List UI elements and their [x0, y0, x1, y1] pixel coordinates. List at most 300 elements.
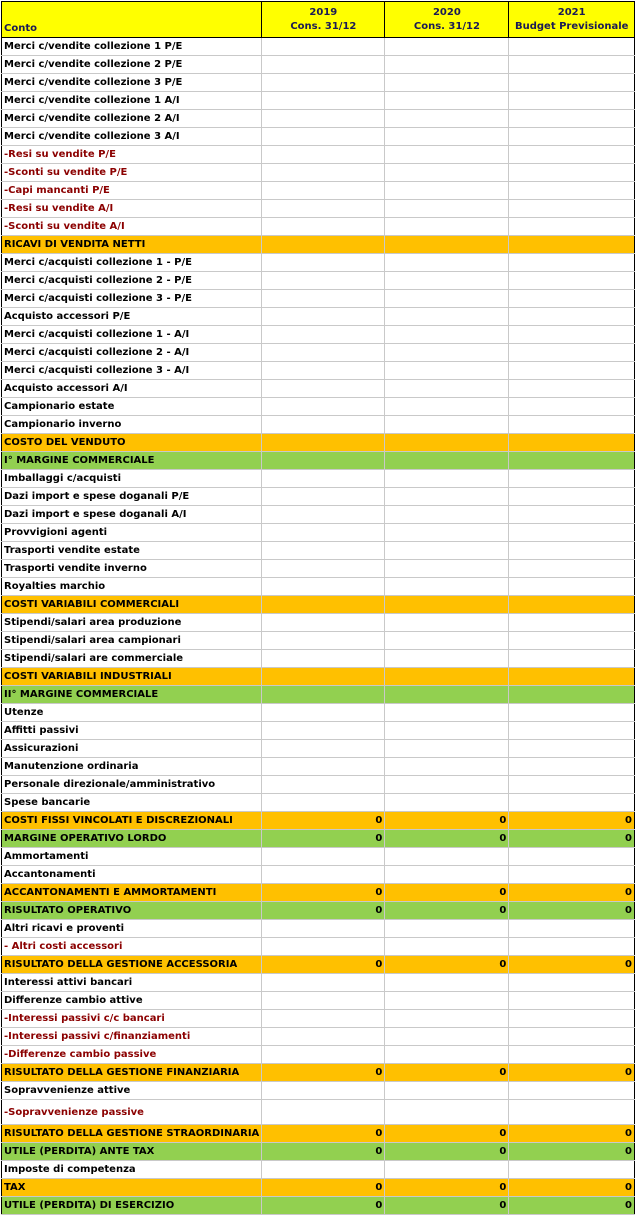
value-cell-2019[interactable]	[262, 920, 385, 938]
account-row	[2, 578, 635, 596]
header-conto[interactable]: Conto	[2, 2, 262, 38]
value-cell-2019[interactable]: 0	[262, 1143, 385, 1161]
account-label[interactable]: Personale direzionale/amministrativo	[2, 776, 262, 794]
value-cell-2020[interactable]	[385, 38, 509, 56]
value-cell-2021[interactable]	[509, 596, 635, 614]
account-label[interactable]: Dazi import e spese doganali A/I	[2, 506, 262, 524]
account-label[interactable]: ACCANTONAMENTI E AMMORTAMENTI	[2, 884, 262, 902]
account-row	[2, 848, 635, 866]
value-cell-2021[interactable]	[509, 758, 635, 776]
value-cell-2021[interactable]	[509, 794, 635, 812]
value-cell-2021[interactable]	[509, 290, 635, 308]
value-cell-2021[interactable]	[509, 506, 635, 524]
value-cell-2020[interactable]	[385, 992, 509, 1010]
value-cell-2019[interactable]	[262, 146, 385, 164]
account-label[interactable]: Utenze	[2, 704, 262, 722]
account-label[interactable]: -Sconti su vendite P/E	[2, 164, 262, 182]
value-cell-2020[interactable]	[385, 614, 509, 632]
value-cell-2020[interactable]	[385, 362, 509, 380]
account-row	[2, 128, 635, 146]
value-cell-2021[interactable]	[509, 434, 635, 452]
value-cell-2020[interactable]	[385, 722, 509, 740]
account-row	[2, 164, 635, 182]
value-cell-2021[interactable]: 0	[509, 1179, 635, 1197]
value-cell-2021[interactable]	[509, 164, 635, 182]
value-cell-2019[interactable]	[262, 1046, 385, 1064]
value-cell-2020[interactable]: 0	[385, 1143, 509, 1161]
value-cell-2019[interactable]	[262, 416, 385, 434]
value-cell-2021[interactable]	[509, 524, 635, 542]
value-cell-2020[interactable]: 0	[385, 812, 509, 830]
value-cell-2020[interactable]	[385, 578, 509, 596]
value-cell-2020[interactable]	[385, 452, 509, 470]
account-label[interactable]: -Interessi passivi c/finanziamenti	[2, 1028, 262, 1046]
value-cell-2021[interactable]	[509, 1161, 635, 1179]
value-cell-2019[interactable]	[262, 1028, 385, 1046]
account-row	[2, 110, 635, 128]
value-cell-2019[interactable]	[262, 434, 385, 452]
account-label[interactable]: Merci c/vendite collezione 1 P/E	[2, 38, 262, 56]
account-row	[2, 1100, 635, 1125]
value-cell-2019[interactable]	[262, 668, 385, 686]
value-cell-2019[interactable]	[262, 506, 385, 524]
value-cell-2020[interactable]	[385, 308, 509, 326]
value-cell-2020[interactable]	[385, 938, 509, 956]
value-cell-2020[interactable]	[385, 794, 509, 812]
account-label[interactable]: -Sconti su vendite A/I	[2, 218, 262, 236]
value-cell-2021[interactable]	[509, 146, 635, 164]
value-cell-2021[interactable]	[509, 1100, 635, 1125]
value-cell-2019[interactable]	[262, 290, 385, 308]
header-year: 2019	[309, 6, 338, 18]
value-cell-2020[interactable]	[385, 200, 509, 218]
value-cell-2019[interactable]: 0	[262, 1125, 385, 1143]
subtotal-row	[2, 956, 635, 974]
value-cell-2020[interactable]	[385, 272, 509, 290]
value-cell-2020[interactable]	[385, 776, 509, 794]
value-cell-2020[interactable]	[385, 398, 509, 416]
value-cell-2021[interactable]	[509, 704, 635, 722]
value-cell-2021[interactable]	[509, 578, 635, 596]
value-cell-2020[interactable]: 0	[385, 1197, 509, 1215]
account-label[interactable]: Manutenzione ordinaria	[2, 758, 262, 776]
header-sub: Cons. 31/12	[290, 20, 357, 32]
value-cell-2019[interactable]: 0	[262, 884, 385, 902]
value-cell-2020[interactable]	[385, 470, 509, 488]
account-label[interactable]: II° MARGINE COMMERCIALE	[2, 686, 262, 704]
value-cell-2019[interactable]	[262, 722, 385, 740]
account-label[interactable]: RISULTATO DELLA GESTIONE FINANZIARIA	[2, 1064, 262, 1082]
value-cell-2021[interactable]	[509, 974, 635, 992]
account-label[interactable]: Merci c/acquisti collezione 2 - P/E	[2, 272, 262, 290]
value-cell-2021[interactable]	[509, 1082, 635, 1100]
value-cell-2020[interactable]	[385, 110, 509, 128]
value-cell-2020[interactable]: 0	[385, 1064, 509, 1082]
value-cell-2021[interactable]	[509, 740, 635, 758]
value-cell-2021[interactable]	[509, 938, 635, 956]
account-label[interactable]: Merci c/acquisti collezione 1 - P/E	[2, 254, 262, 272]
value-cell-2019[interactable]: 0	[262, 956, 385, 974]
value-cell-2020[interactable]: 0	[385, 902, 509, 920]
value-cell-2021[interactable]: 0	[509, 902, 635, 920]
value-cell-2020[interactable]	[385, 380, 509, 398]
value-cell-2019[interactable]	[262, 686, 385, 704]
account-label[interactable]: Ammortamenti	[2, 848, 262, 866]
value-cell-2020[interactable]	[385, 92, 509, 110]
value-cell-2021[interactable]	[509, 1046, 635, 1064]
value-cell-2021[interactable]	[509, 686, 635, 704]
account-row	[2, 182, 635, 200]
value-cell-2019[interactable]	[262, 1010, 385, 1028]
value-cell-2020[interactable]	[385, 758, 509, 776]
account-row	[2, 38, 635, 56]
value-cell-2021[interactable]	[509, 398, 635, 416]
value-cell-2019[interactable]	[262, 398, 385, 416]
value-cell-2020[interactable]	[385, 416, 509, 434]
value-cell-2019[interactable]	[262, 488, 385, 506]
value-cell-2020[interactable]: 0	[385, 1125, 509, 1143]
value-cell-2019[interactable]: 0	[262, 812, 385, 830]
value-cell-2020[interactable]	[385, 1010, 509, 1028]
value-cell-2020[interactable]: 0	[385, 884, 509, 902]
value-cell-2020[interactable]: 0	[385, 830, 509, 848]
account-label[interactable]: Imballaggi c/acquisti	[2, 470, 262, 488]
account-label[interactable]: Sopravvenienze attive	[2, 1082, 262, 1100]
value-cell-2020[interactable]	[385, 56, 509, 74]
account-row	[2, 344, 635, 362]
account-label[interactable]: COSTO DEL VENDUTO	[2, 434, 262, 452]
value-cell-2021[interactable]	[509, 56, 635, 74]
value-cell-2019[interactable]	[262, 218, 385, 236]
value-cell-2020[interactable]	[385, 1082, 509, 1100]
value-cell-2019[interactable]: 0	[262, 1179, 385, 1197]
value-cell-2019[interactable]	[262, 200, 385, 218]
value-cell-2021[interactable]	[509, 92, 635, 110]
account-label[interactable]: -Sopravvenienze passive	[2, 1100, 262, 1125]
value-cell-2019[interactable]	[262, 974, 385, 992]
account-label[interactable]: Assicurazioni	[2, 740, 262, 758]
value-cell-2020[interactable]	[385, 848, 509, 866]
account-label[interactable]: RISULTATO DELLA GESTIONE ACCESSORIA	[2, 956, 262, 974]
value-cell-2020[interactable]	[385, 1161, 509, 1179]
account-label[interactable]: UTILE (PERDITA) ANTE TAX	[2, 1143, 262, 1161]
value-cell-2021[interactable]	[509, 650, 635, 668]
value-cell-2019[interactable]: 0	[262, 902, 385, 920]
value-cell-2020[interactable]	[385, 434, 509, 452]
header-year: 2021	[557, 6, 586, 18]
value-cell-2019[interactable]	[262, 164, 385, 182]
value-cell-2020[interactable]	[385, 704, 509, 722]
account-row	[2, 758, 635, 776]
value-cell-2019[interactable]	[262, 758, 385, 776]
value-cell-2021[interactable]	[509, 344, 635, 362]
value-cell-2021[interactable]	[509, 776, 635, 794]
account-label[interactable]: MARGINE OPERATIVO LORDO	[2, 830, 262, 848]
value-cell-2019[interactable]	[262, 326, 385, 344]
value-cell-2020[interactable]	[385, 974, 509, 992]
value-cell-2019[interactable]	[262, 380, 385, 398]
value-cell-2021[interactable]	[509, 542, 635, 560]
value-cell-2020[interactable]	[385, 218, 509, 236]
value-cell-2021[interactable]	[509, 218, 635, 236]
value-cell-2019[interactable]	[262, 182, 385, 200]
value-cell-2021[interactable]	[509, 200, 635, 218]
account-label[interactable]: Merci c/acquisti collezione 3 - A/I	[2, 362, 262, 380]
account-label[interactable]: Campionario inverno	[2, 416, 262, 434]
value-cell-2019[interactable]	[262, 128, 385, 146]
value-cell-2019[interactable]	[262, 272, 385, 290]
account-row	[2, 794, 635, 812]
account-label[interactable]: Trasporti vendite estate	[2, 542, 262, 560]
account-row	[2, 1010, 635, 1028]
value-cell-2019[interactable]	[262, 56, 385, 74]
value-cell-2021[interactable]	[509, 488, 635, 506]
value-cell-2019[interactable]	[262, 1082, 385, 1100]
account-label[interactable]: Merci c/vendite collezione 1 A/I	[2, 92, 262, 110]
margin-row	[2, 1197, 635, 1215]
account-label[interactable]: Merci c/acquisti collezione 2 - A/I	[2, 344, 262, 362]
account-label[interactable]: Provvigioni agenti	[2, 524, 262, 542]
value-cell-2020[interactable]	[385, 920, 509, 938]
account-label[interactable]: -Resi su vendite P/E	[2, 146, 262, 164]
value-cell-2020[interactable]	[385, 128, 509, 146]
header-col-2020[interactable]	[385, 2, 509, 38]
account-label[interactable]: Merci c/acquisti collezione 1 - A/I	[2, 326, 262, 344]
value-cell-2020[interactable]	[385, 290, 509, 308]
account-label[interactable]: Interessi attivi bancari	[2, 974, 262, 992]
value-cell-2021[interactable]	[509, 668, 635, 686]
value-cell-2021[interactable]: 0	[509, 1197, 635, 1215]
account-label[interactable]: -Capi mancanti P/E	[2, 182, 262, 200]
value-cell-2020[interactable]	[385, 254, 509, 272]
value-cell-2020[interactable]	[385, 740, 509, 758]
value-cell-2019[interactable]	[262, 524, 385, 542]
header-col-2019[interactable]	[262, 2, 385, 38]
account-label[interactable]: Affitti passivi	[2, 722, 262, 740]
value-cell-2019[interactable]	[262, 344, 385, 362]
value-cell-2021[interactable]: 0	[509, 1143, 635, 1161]
value-cell-2021[interactable]: 0	[509, 884, 635, 902]
account-label[interactable]: Spese bancarie	[2, 794, 262, 812]
value-cell-2020[interactable]	[385, 1100, 509, 1125]
account-label[interactable]: Merci c/acquisti collezione 3 - P/E	[2, 290, 262, 308]
account-row	[2, 416, 635, 434]
value-cell-2020[interactable]	[385, 650, 509, 668]
account-label[interactable]: Campionario estate	[2, 398, 262, 416]
value-cell-2020[interactable]	[385, 542, 509, 560]
value-cell-2019[interactable]	[262, 308, 385, 326]
value-cell-2020[interactable]: 0	[385, 1179, 509, 1197]
value-cell-2019[interactable]	[262, 740, 385, 758]
margin-row	[2, 902, 635, 920]
account-row	[2, 722, 635, 740]
value-cell-2021[interactable]	[509, 722, 635, 740]
value-cell-2021[interactable]	[509, 416, 635, 434]
value-cell-2021[interactable]	[509, 866, 635, 884]
value-cell-2019[interactable]	[262, 632, 385, 650]
value-cell-2019[interactable]: 0	[262, 1064, 385, 1082]
value-cell-2020[interactable]	[385, 344, 509, 362]
value-cell-2020[interactable]	[385, 164, 509, 182]
value-cell-2020[interactable]	[385, 74, 509, 92]
value-cell-2019[interactable]	[262, 92, 385, 110]
account-row	[2, 272, 635, 290]
account-row	[2, 326, 635, 344]
value-cell-2021[interactable]	[509, 272, 635, 290]
value-cell-2020[interactable]	[385, 866, 509, 884]
header-sub: Cons. 31/12	[413, 20, 480, 32]
value-cell-2020[interactable]	[385, 1046, 509, 1064]
value-cell-2020[interactable]	[385, 326, 509, 344]
value-cell-2020[interactable]	[385, 632, 509, 650]
value-cell-2021[interactable]	[509, 110, 635, 128]
value-cell-2019[interactable]	[262, 470, 385, 488]
value-cell-2021[interactable]	[509, 362, 635, 380]
value-cell-2021[interactable]	[509, 128, 635, 146]
account-label[interactable]: Imposte di competenza	[2, 1161, 262, 1179]
value-cell-2020[interactable]	[385, 182, 509, 200]
account-row	[2, 74, 635, 92]
value-cell-2019[interactable]	[262, 578, 385, 596]
value-cell-2019[interactable]	[262, 776, 385, 794]
account-label[interactable]: Stipendi/salari are commerciale	[2, 650, 262, 668]
value-cell-2021[interactable]	[509, 236, 635, 254]
account-label[interactable]: Acquisto accessori A/I	[2, 380, 262, 398]
value-cell-2021[interactable]	[509, 308, 635, 326]
value-cell-2020[interactable]	[385, 146, 509, 164]
value-cell-2019[interactable]	[262, 38, 385, 56]
account-label[interactable]: UTILE (PERDITA) DI ESERCIZIO	[2, 1197, 262, 1215]
value-cell-2019[interactable]	[262, 614, 385, 632]
subtotal-row	[2, 1125, 635, 1143]
account-label[interactable]: Merci c/vendite collezione 2 P/E	[2, 56, 262, 74]
value-cell-2021[interactable]	[509, 470, 635, 488]
account-row	[2, 488, 635, 506]
value-cell-2021[interactable]	[509, 848, 635, 866]
account-row	[2, 1046, 635, 1064]
value-cell-2019[interactable]	[262, 596, 385, 614]
sheet-body	[2, 38, 635, 1215]
value-cell-2019[interactable]: 0	[262, 830, 385, 848]
value-cell-2021[interactable]: 0	[509, 1125, 635, 1143]
value-cell-2020[interactable]	[385, 524, 509, 542]
value-cell-2019[interactable]	[262, 254, 385, 272]
account-label[interactable]: TAX	[2, 1179, 262, 1197]
value-cell-2019[interactable]	[262, 704, 385, 722]
value-cell-2021[interactable]	[509, 380, 635, 398]
value-cell-2019[interactable]	[262, 938, 385, 956]
account-label[interactable]: -Differenze cambio passive	[2, 1046, 262, 1064]
header-col-2021[interactable]	[509, 2, 635, 38]
value-cell-2019[interactable]: 0	[262, 1197, 385, 1215]
value-cell-2021[interactable]	[509, 74, 635, 92]
account-label[interactable]: Merci c/vendite collezione 3 A/I	[2, 128, 262, 146]
account-row	[2, 938, 635, 956]
account-label[interactable]: RISULTATO DELLA GESTIONE STRAORDINARIA	[2, 1125, 262, 1143]
value-cell-2021[interactable]	[509, 182, 635, 200]
value-cell-2020[interactable]	[385, 668, 509, 686]
value-cell-2021[interactable]: 0	[509, 1064, 635, 1082]
account-row	[2, 254, 635, 272]
value-cell-2021[interactable]: 0	[509, 812, 635, 830]
account-label[interactable]: -Interessi passivi c/c bancari	[2, 1010, 262, 1028]
account-label[interactable]: Differenze cambio attive	[2, 992, 262, 1010]
value-cell-2019[interactable]	[262, 1100, 385, 1125]
account-label[interactable]: Merci c/vendite collezione 3 P/E	[2, 74, 262, 92]
account-row	[2, 1028, 635, 1046]
value-cell-2020[interactable]	[385, 686, 509, 704]
value-cell-2021[interactable]	[509, 254, 635, 272]
account-label[interactable]: Dazi import e spese doganali P/E	[2, 488, 262, 506]
value-cell-2019[interactable]	[262, 110, 385, 128]
value-cell-2021[interactable]	[509, 38, 635, 56]
value-cell-2020[interactable]	[385, 560, 509, 578]
account-row	[2, 146, 635, 164]
value-cell-2020[interactable]	[385, 488, 509, 506]
value-cell-2021[interactable]	[509, 632, 635, 650]
value-cell-2021[interactable]	[509, 1010, 635, 1028]
value-cell-2019[interactable]	[262, 236, 385, 254]
value-cell-2019[interactable]	[262, 992, 385, 1010]
account-label[interactable]: - Altri costi accessori	[2, 938, 262, 956]
value-cell-2021[interactable]	[509, 326, 635, 344]
value-cell-2019[interactable]	[262, 560, 385, 578]
value-cell-2019[interactable]	[262, 1161, 385, 1179]
account-label[interactable]: -Resi su vendite A/I	[2, 200, 262, 218]
value-cell-2020[interactable]	[385, 596, 509, 614]
value-cell-2019[interactable]	[262, 542, 385, 560]
account-row	[2, 380, 635, 398]
value-cell-2020[interactable]	[385, 236, 509, 254]
account-label[interactable]: RICAVI DI VENDITA NETTI	[2, 236, 262, 254]
account-label[interactable]: Stipendi/salari area campionari	[2, 632, 262, 650]
value-cell-2020[interactable]	[385, 1028, 509, 1046]
value-cell-2021[interactable]	[509, 920, 635, 938]
account-label[interactable]: Merci c/vendite collezione 2 A/I	[2, 110, 262, 128]
account-label[interactable]: Royalties marchio	[2, 578, 262, 596]
value-cell-2019[interactable]	[262, 74, 385, 92]
value-cell-2019[interactable]	[262, 362, 385, 380]
value-cell-2019[interactable]	[262, 848, 385, 866]
value-cell-2019[interactable]	[262, 866, 385, 884]
value-cell-2020[interactable]	[385, 506, 509, 524]
value-cell-2019[interactable]	[262, 794, 385, 812]
account-row	[2, 776, 635, 794]
value-cell-2021[interactable]	[509, 1028, 635, 1046]
account-label[interactable]: RISULTATO OPERATIVO	[2, 902, 262, 920]
value-cell-2021[interactable]: 0	[509, 956, 635, 974]
account-row	[2, 992, 635, 1010]
account-label[interactable]: Acquisto accessori P/E	[2, 308, 262, 326]
account-label[interactable]: Accantonamenti	[2, 866, 262, 884]
subtotal-row	[2, 884, 635, 902]
value-cell-2021[interactable]	[509, 560, 635, 578]
account-label[interactable]: COSTI FISSI VINCOLATI E DISCREZIONALI	[2, 812, 262, 830]
value-cell-2021[interactable]	[509, 614, 635, 632]
value-cell-2021[interactable]: 0	[509, 830, 635, 848]
value-cell-2021[interactable]	[509, 452, 635, 470]
account-label[interactable]: Altri ricavi e proventi	[2, 920, 262, 938]
account-label[interactable]: I° MARGINE COMMERCIALE	[2, 452, 262, 470]
account-label[interactable]: COSTI VARIABILI INDUSTRIALI	[2, 668, 262, 686]
value-cell-2021[interactable]	[509, 992, 635, 1010]
account-label[interactable]: COSTI VARIABILI COMMERCIALI	[2, 596, 262, 614]
account-label[interactable]: Stipendi/salari area produzione	[2, 614, 262, 632]
account-label[interactable]: Trasporti vendite inverno	[2, 560, 262, 578]
value-cell-2020[interactable]: 0	[385, 956, 509, 974]
value-cell-2019[interactable]	[262, 452, 385, 470]
value-cell-2019[interactable]	[262, 650, 385, 668]
